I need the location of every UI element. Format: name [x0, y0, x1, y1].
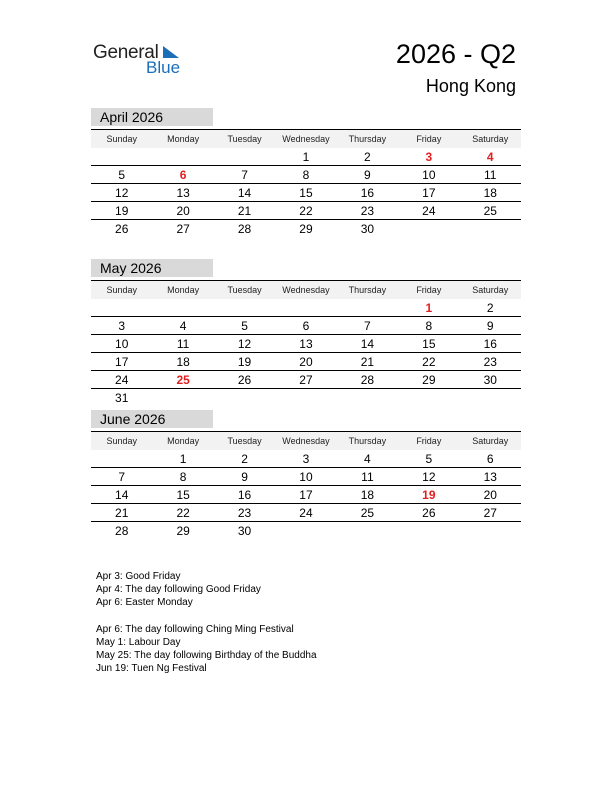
day-cell: 30	[360, 221, 375, 236]
day-cell: 21	[237, 203, 252, 218]
holiday-notes-group-1	[96, 570, 261, 609]
day-cell: 12	[237, 336, 252, 351]
day-cell: 29	[299, 221, 313, 236]
weekday-label: Saturday	[472, 134, 509, 144]
week-row	[91, 220, 521, 237]
day-cell: 1	[302, 149, 310, 164]
day-cell: 15	[299, 185, 313, 200]
day-cell: 3	[302, 451, 310, 466]
weekday-label: Thursday	[348, 436, 387, 446]
week-row	[91, 468, 521, 486]
day-cell: 27	[299, 372, 313, 387]
day-cell: 19	[115, 203, 129, 218]
day-cell: 2	[241, 451, 248, 466]
day-cell: 6	[302, 318, 310, 333]
day-cell: 8	[302, 167, 310, 182]
weekday-label: Thursday	[348, 134, 387, 144]
day-cell: 7	[241, 167, 248, 182]
day-cell: 18	[360, 487, 375, 502]
day-cell: 5	[241, 318, 248, 333]
weekday-header	[91, 432, 521, 450]
day-cell: 10	[422, 167, 436, 182]
day-cell: 3	[425, 149, 433, 164]
day-cell: 26	[422, 505, 436, 520]
day-cell: 11	[484, 167, 497, 182]
day-cell: 8	[425, 318, 433, 333]
page-title: 2026 - Q2	[395, 39, 516, 69]
day-cell: 25	[360, 505, 375, 520]
week-row	[91, 522, 521, 539]
holiday-note: Apr 4: The day following Good Friday	[96, 584, 261, 595]
day-cell: 20	[483, 487, 497, 502]
week-row	[91, 353, 521, 371]
weekday-label: Wednesday	[282, 285, 330, 295]
day-cell: 15	[176, 487, 190, 502]
day-cell: 22	[176, 505, 190, 520]
week-row	[91, 299, 521, 317]
day-cell: 24	[422, 203, 436, 218]
region-subtitle: Hong Kong	[425, 76, 516, 96]
day-cell: 20	[176, 203, 190, 218]
day-cell: 24	[299, 505, 313, 520]
day-cell: 17	[422, 185, 436, 200]
week-row	[91, 389, 521, 406]
week-row	[91, 317, 521, 335]
day-cell: 5	[425, 451, 433, 466]
day-cell: 13	[299, 336, 313, 351]
day-cell: 22	[422, 354, 436, 369]
holiday-note: May 1: Labour Day	[96, 637, 181, 648]
week-row	[91, 450, 521, 468]
day-cell: 29	[422, 372, 436, 387]
weekday-label: Tuesday	[227, 134, 262, 144]
weekday-header	[91, 130, 521, 148]
day-cell: 14	[360, 336, 375, 351]
month-calendar	[91, 259, 521, 406]
weekday-label: Monday	[167, 436, 200, 446]
month-calendar	[91, 108, 521, 237]
weekday-label: Saturday	[472, 285, 509, 295]
day-cell: 18	[483, 185, 497, 200]
month-calendar	[91, 410, 521, 539]
holiday-note: Apr 6: Easter Monday	[96, 597, 193, 608]
weekday-label: Friday	[416, 285, 442, 295]
weekday-header	[91, 281, 521, 299]
holiday-notes-group-2	[96, 623, 317, 675]
weekday-label: Saturday	[472, 436, 509, 446]
logo-word-blue: Blue	[146, 58, 181, 77]
day-cell: 21	[115, 505, 129, 520]
week-row	[91, 202, 521, 220]
day-cell: 2	[364, 149, 371, 164]
day-cell: 7	[364, 318, 371, 333]
day-cell: 27	[483, 505, 497, 520]
day-cell: 26	[237, 372, 252, 387]
day-cell: 6	[179, 167, 187, 182]
day-cell: 6	[486, 451, 494, 466]
day-cell: 9	[364, 167, 371, 182]
day-cell: 24	[115, 372, 129, 387]
day-cell: 14	[237, 185, 252, 200]
week-row	[91, 166, 521, 184]
weekday-label: Tuesday	[227, 285, 262, 295]
day-cell: 11	[361, 469, 374, 484]
day-cell: 11	[176, 336, 190, 351]
weekday-label: Friday	[416, 134, 442, 144]
day-cell: 22	[299, 203, 313, 218]
day-cell: 14	[115, 487, 129, 502]
day-cell: 21	[360, 354, 375, 369]
day-cell: 27	[176, 221, 190, 236]
month-label: May 2026	[91, 259, 213, 277]
day-cell: 13	[176, 185, 190, 200]
day-cell: 28	[237, 221, 252, 236]
weekday-label: Thursday	[348, 285, 387, 295]
weekday-label: Monday	[167, 285, 200, 295]
day-cell: 5	[118, 167, 126, 182]
day-cell: 15	[422, 336, 436, 351]
day-cell: 20	[299, 354, 313, 369]
logo-word-general: General	[93, 42, 159, 63]
day-cell: 19	[422, 487, 436, 502]
weekday-label: Tuesday	[227, 436, 262, 446]
day-cell: 9	[241, 469, 248, 484]
weekday-label: Wednesday	[282, 436, 330, 446]
day-cell: 23	[237, 505, 252, 520]
day-cell: 12	[115, 185, 129, 200]
weekday-label: Sunday	[106, 134, 137, 144]
day-cell: 4	[179, 318, 187, 333]
week-row	[91, 486, 521, 504]
day-cell: 8	[179, 469, 187, 484]
day-cell: 25	[176, 372, 190, 387]
day-cell: 25	[483, 203, 497, 218]
day-cell: 23	[360, 203, 375, 218]
week-row	[91, 148, 521, 166]
day-cell: 16	[360, 185, 375, 200]
day-cell: 18	[176, 354, 190, 369]
week-row	[91, 371, 521, 389]
holiday-note: Jun 19: Tuen Ng Festival	[96, 663, 207, 674]
day-cell: 1	[425, 300, 433, 315]
day-cell: 10	[299, 469, 313, 484]
day-cell: 7	[118, 469, 126, 484]
day-cell: 30	[483, 372, 497, 387]
holiday-note: Apr 6: The day following Ching Ming Festival	[96, 624, 294, 635]
weekday-label: Sunday	[106, 285, 137, 295]
day-cell: 29	[176, 523, 190, 538]
month-label: April 2026	[91, 108, 213, 126]
day-cell: 17	[115, 354, 129, 369]
month-label: June 2026	[91, 410, 213, 428]
day-cell: 28	[360, 372, 375, 387]
weekday-label: Friday	[416, 436, 442, 446]
day-cell: 9	[486, 318, 494, 333]
week-row	[91, 335, 521, 353]
day-cell: 4	[364, 451, 371, 466]
day-cell: 4	[486, 149, 494, 164]
week-row	[91, 504, 521, 522]
day-cell: 31	[115, 390, 129, 405]
day-cell: 13	[483, 469, 497, 484]
weekday-label: Monday	[167, 134, 200, 144]
week-row	[91, 184, 521, 202]
day-cell: 28	[115, 523, 129, 538]
weekday-label: Wednesday	[282, 134, 330, 144]
day-cell: 3	[118, 318, 126, 333]
day-cell: 16	[483, 336, 497, 351]
day-cell: 30	[237, 523, 252, 538]
holiday-note: Apr 3: Good Friday	[96, 571, 181, 582]
day-cell: 1	[179, 451, 187, 466]
day-cell: 26	[115, 221, 129, 236]
day-cell: 2	[486, 300, 494, 315]
day-cell: 23	[483, 354, 497, 369]
day-cell: 10	[115, 336, 129, 351]
day-cell: 19	[237, 354, 252, 369]
day-cell: 12	[422, 469, 436, 484]
day-cell: 16	[237, 487, 252, 502]
holiday-note: May 25: The day following Birthday of the Buddha	[96, 650, 317, 661]
logo	[93, 42, 193, 78]
day-cell: 17	[299, 487, 313, 502]
weekday-label: Sunday	[106, 436, 137, 446]
